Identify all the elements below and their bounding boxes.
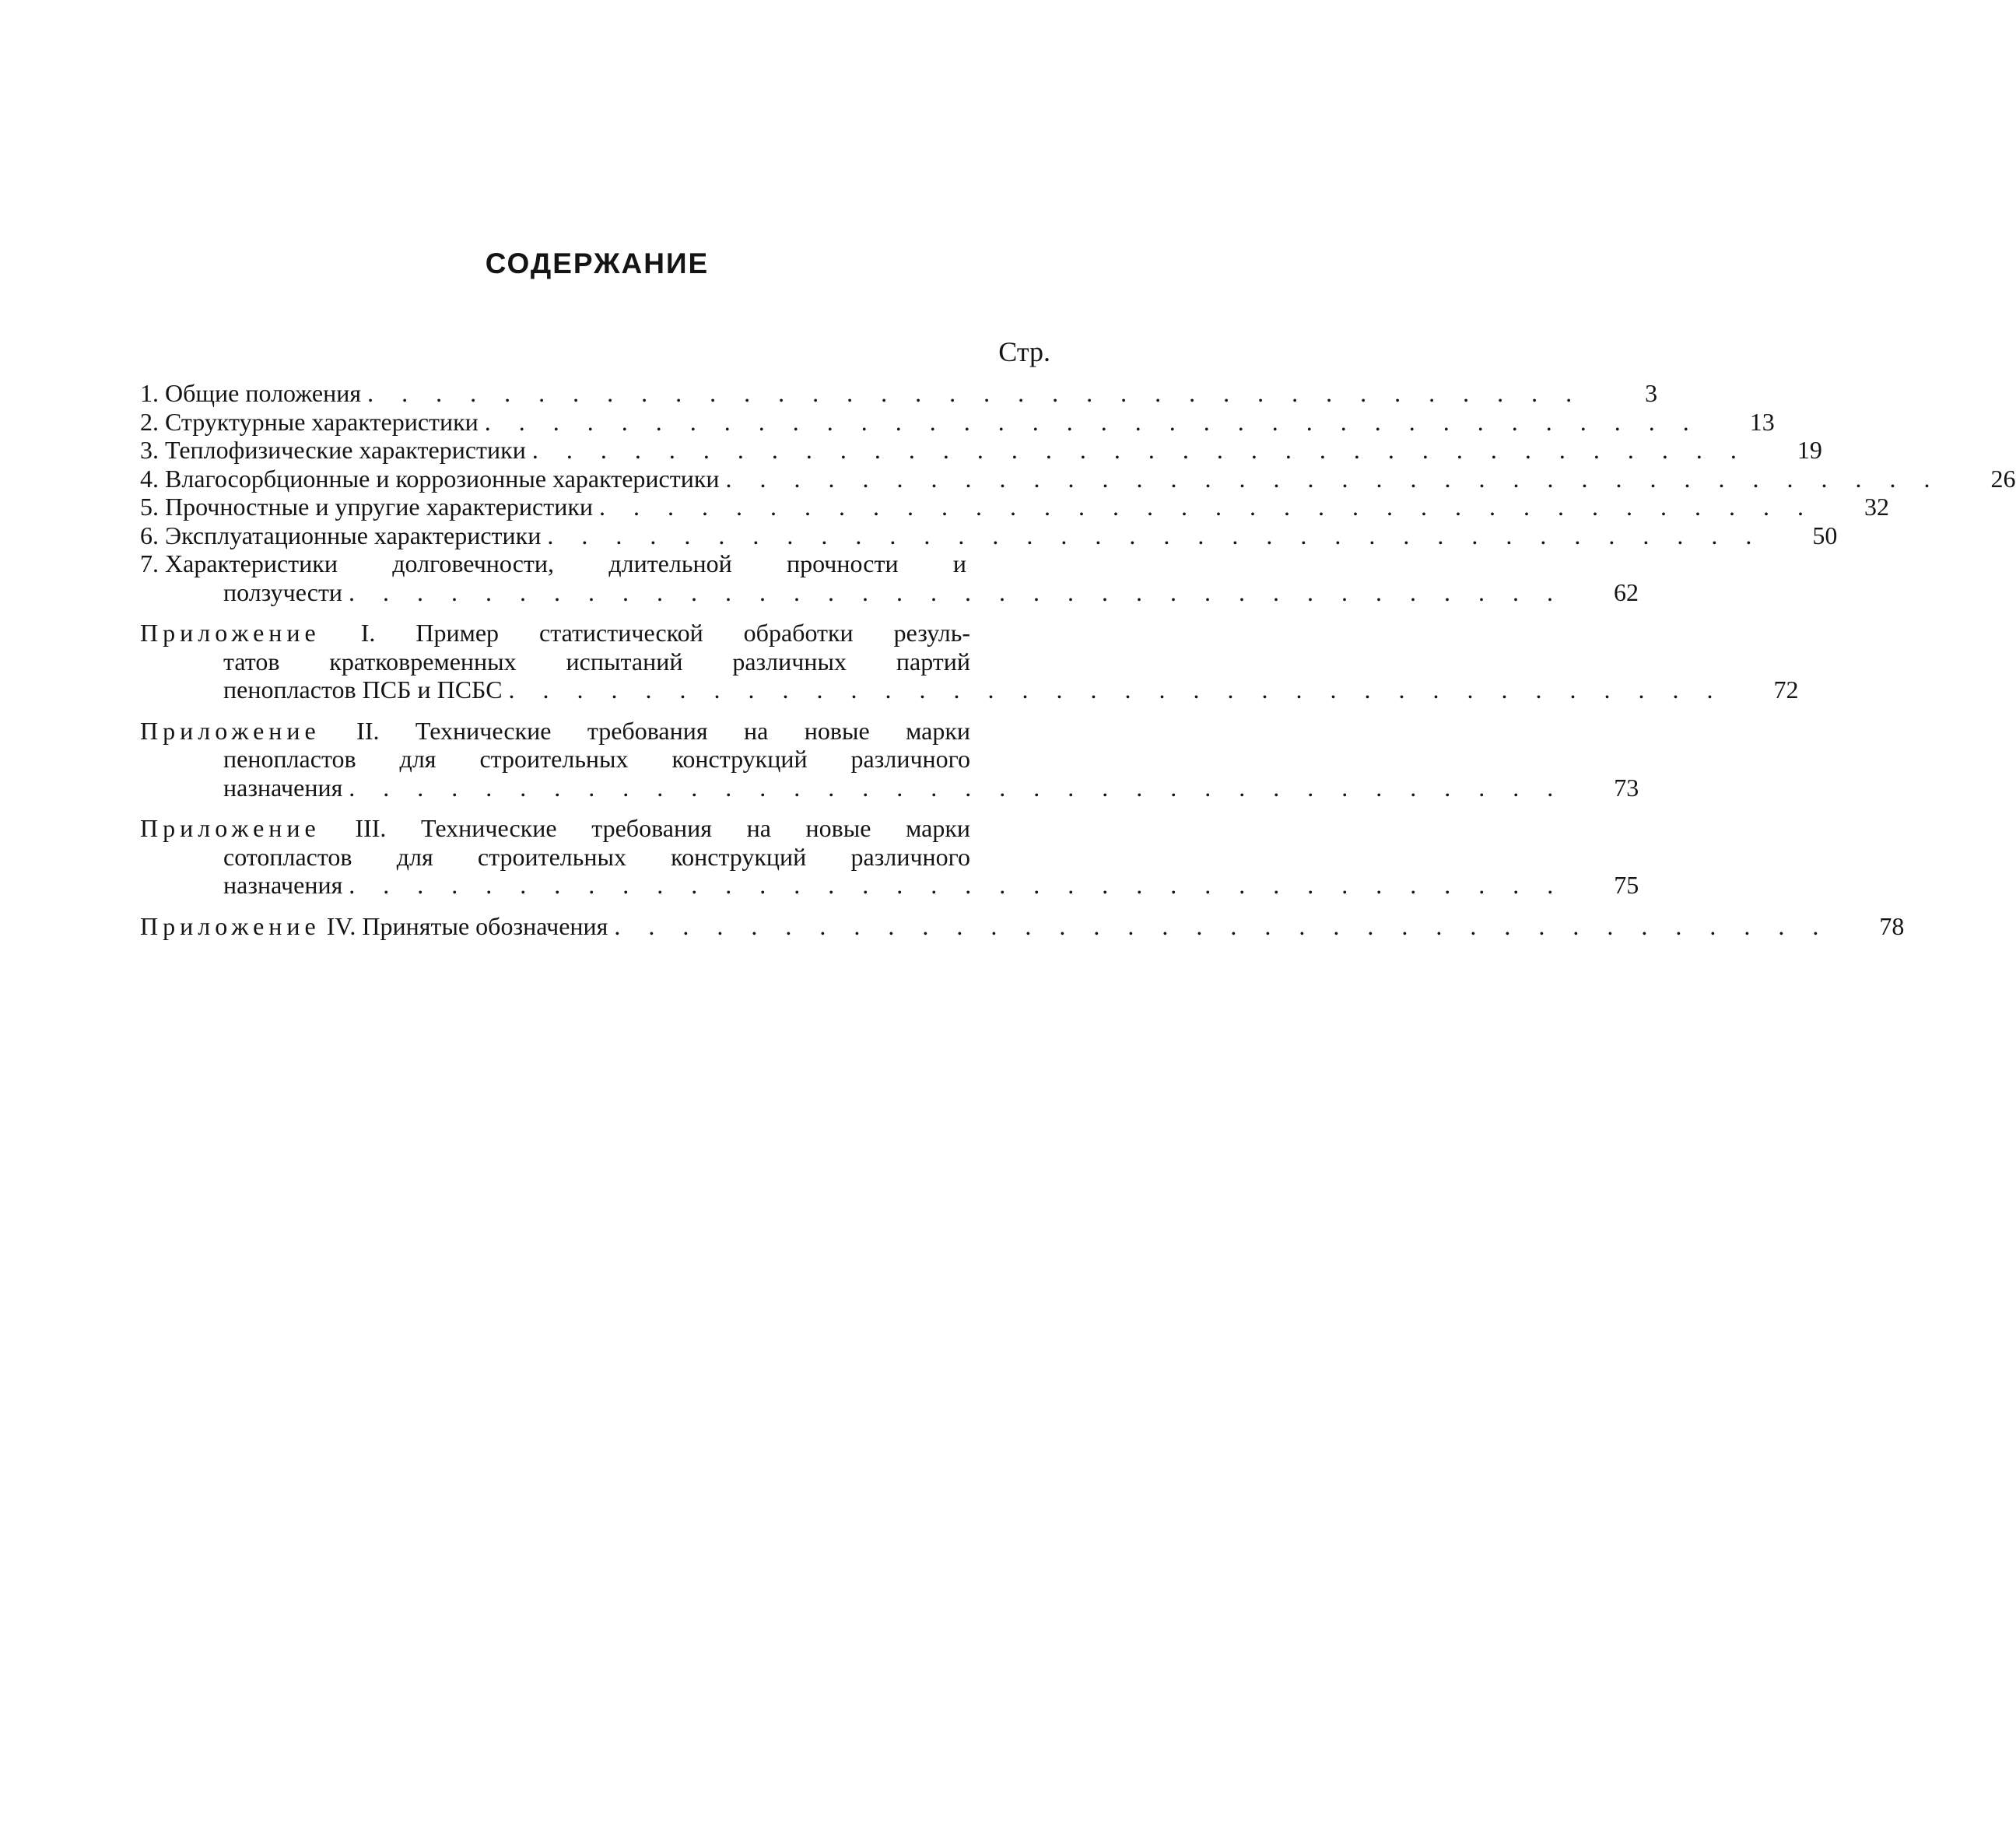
entry-title: Эксплуатационные характеристики xyxy=(165,521,542,549)
entry-page: 3 xyxy=(1645,379,1658,407)
toc-entry[interactable] xyxy=(140,407,1775,437)
appendix-page: 78 xyxy=(1879,911,1905,940)
dot-leader: . . . . . . . . . . . . . . . . . . . . . . . . . . . . . . . . . . . . xyxy=(349,773,1565,802)
table-of-contents xyxy=(140,379,2016,940)
appendix-label: Приложение xyxy=(140,911,321,940)
dot-leader: . . . . . . . . . . . . . . . . . . . . . . . . . . . . . . . . . . . . xyxy=(484,407,1700,436)
appendix-number: I. xyxy=(360,619,376,647)
entry-title: Теплофизические характеристики xyxy=(165,436,526,464)
appendix-page: 75 xyxy=(1614,871,1639,899)
entry-page: 50 xyxy=(1812,521,1838,549)
page-column-label: Стр. xyxy=(998,336,1050,367)
toc-appendix[interactable] xyxy=(140,814,1639,900)
toc-entry[interactable] xyxy=(140,493,1889,521)
dot-leader: . . . . . . . . . . . . . . . . . . . . . . . . . . . . . . . . . . . . xyxy=(508,676,1724,704)
appendix-title-cont: татов кратковременных испытаний различных партий xyxy=(223,647,970,676)
dot-leader: . . . . . . . . . . . . . . . . . . . . . . . . . . . . . . . . . . . . xyxy=(531,436,1748,464)
appendix-title-cont: назначения xyxy=(223,773,343,802)
dot-leader: . . . . . . . . . . . . . . . . . . . . . . . . . . . . . . . . . . . . xyxy=(349,577,1565,606)
entry-page: 13 xyxy=(1749,407,1775,436)
toc-entry[interactable] xyxy=(140,549,1639,606)
entry-number: 2. xyxy=(140,407,159,436)
toc-appendix[interactable] xyxy=(140,716,1639,802)
entry-number: 6. xyxy=(140,521,159,549)
dot-leader: . . . . . . . . . . . . . . . . . . . . . . . . . . . . . . . . . . . . xyxy=(614,911,1830,940)
toc-entry[interactable] xyxy=(140,436,1822,465)
appendix-number: IV. xyxy=(326,911,356,940)
entry-title: Общие положения xyxy=(165,379,362,407)
entry-number: 4. xyxy=(140,464,159,493)
entry-title: Структурные характеристики xyxy=(165,407,479,436)
appendix-page: 72 xyxy=(1773,676,1799,704)
appendix-title: Принятые обозначения xyxy=(362,911,608,940)
toc-entry[interactable] xyxy=(140,521,1838,550)
entry-number: 5. xyxy=(140,493,159,521)
dot-leader: . . . . . . . . . . . . . . . . . . . . . . . . . . . . . . . . . . . . xyxy=(349,871,1565,899)
entry-number: 7. xyxy=(140,549,159,577)
toc-appendix[interactable] xyxy=(140,911,1905,941)
appendix-number: III. xyxy=(355,814,387,842)
appendix-label: Приложение xyxy=(140,619,321,647)
toc-entry[interactable] xyxy=(140,464,2016,493)
appendix-number: II. xyxy=(356,716,380,745)
entry-page: 62 xyxy=(1614,577,1639,606)
appendix-label: Приложение xyxy=(140,716,321,745)
entry-title: Характеристики долговечности, длительной прочности и xyxy=(165,549,966,577)
toc-appendix[interactable] xyxy=(140,619,1799,704)
appendix-title: Технические требования на новые марки xyxy=(415,716,971,745)
entry-number: 3. xyxy=(140,436,159,464)
entry-title: Влагосорбционные и коррозионные характеристики xyxy=(165,464,720,493)
appendix-title-cont: сотопластов для строительных конструкций различного xyxy=(223,842,970,871)
entry-number: 1. xyxy=(140,379,159,407)
entry-title-cont: ползучести xyxy=(223,577,343,606)
dot-leader: . . . . . . . . . . . . . . . . . . . . . . . . . . . . . . . . . . . . xyxy=(367,379,1583,407)
dot-leader: . . . . . . . . . . . . . . . . . . . . . . . . . . . . . . . . . . . . xyxy=(547,521,1763,549)
dot-leader: . . . . . . . . . . . . . . . . . . . . . . . . . . . . . . . . . . . . xyxy=(599,493,1814,521)
entry-title: Прочностные и упругие характеристики xyxy=(165,493,593,521)
entry-page: 32 xyxy=(1864,493,1889,521)
appendix-title: Пример статистической обработки резуль- xyxy=(415,619,971,647)
toc-entry[interactable] xyxy=(140,379,1658,408)
entry-page: 26 xyxy=(1990,464,2016,493)
appendix-title-cont: пенопластов ПСБ и ПСБС xyxy=(223,676,503,704)
appendix-label: Приложение xyxy=(140,814,321,842)
dot-leader: . . . . . . . . . . . . . . . . . . . . . . . . . . . . . . . . . . . . xyxy=(725,464,1941,493)
appendix-page: 73 xyxy=(1614,773,1639,802)
appendix-title-cont: назначения xyxy=(223,871,343,899)
entry-page: 19 xyxy=(1797,436,1822,464)
page-title: СОДЕРЖАНИЕ xyxy=(485,247,710,279)
appendix-title-cont: пенопластов для строительных конструкций различного xyxy=(223,745,970,773)
appendix-title: Технические требования на новые марки xyxy=(421,814,971,842)
